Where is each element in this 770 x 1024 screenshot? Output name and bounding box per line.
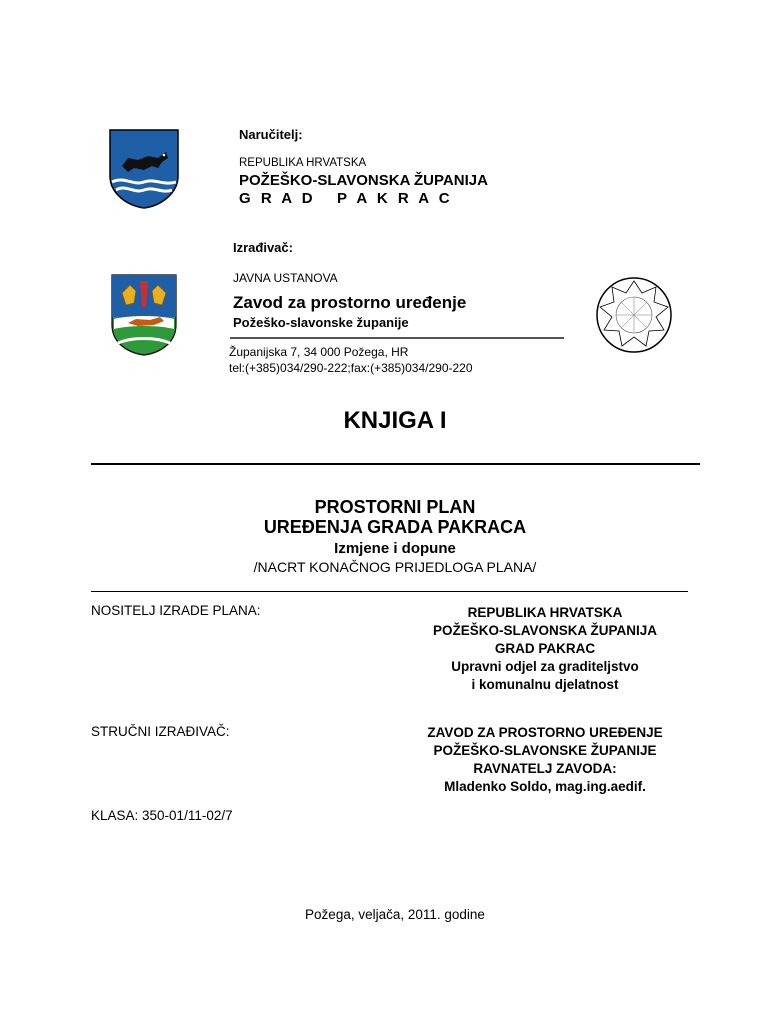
maker-name: Zavod za prostorno uređenje (233, 293, 467, 312)
plan-line3: Izmjene i dopune (334, 540, 456, 557)
expert-line: POŽEŠKO-SLAVONSKE ŽUPANIJE (433, 743, 657, 758)
pakrac-coat-of-arms (108, 128, 180, 210)
plan-line4: /NACRT KONAČNOG PRIJEDLOGA PLANA/ (253, 559, 537, 575)
county-coat-of-arms (110, 273, 178, 357)
holder-line: i komunalnu djelatnost (471, 677, 619, 692)
expert-line: Mladenko Soldo, mag.ing.aedif. (444, 779, 646, 794)
expert-label: STRUČNI IZRAĐIVAČ: (91, 724, 230, 739)
holder-details (395, 604, 695, 694)
book-title: KNJIGA I (343, 407, 447, 434)
client-heading: Naručitelj: (239, 127, 303, 142)
maker-line1: JAVNA USTANOVA (233, 271, 338, 285)
klasa: KLASA: 350-01/11-02/7 (91, 808, 233, 823)
holder-label: NOSITELJ IZRADE PLANA: (91, 603, 261, 618)
expert-line: RAVNATELJ ZAVODA: (473, 761, 617, 776)
maker-heading: Izrađivač: (233, 240, 293, 255)
maker-address: Županijska 7, 34 000 Požega, HR (229, 345, 409, 359)
holder-line: REPUBLIKA HRVATSKA (467, 605, 623, 620)
expert-details (395, 724, 695, 796)
holder-line: GRAD PAKRAC (494, 641, 596, 656)
plan-line2: UREĐENJA GRADA PAKRACA (263, 517, 527, 537)
holder-line: Upravni odjel za graditeljstvo (451, 659, 639, 674)
plan-line1: PROSTORNI PLAN (314, 497, 476, 517)
expert-line: ZAVOD ZA PROSTORNO UREĐENJE (427, 725, 663, 740)
title-divider (91, 463, 700, 465)
client-line1: REPUBLIKA HRVATSKA (239, 157, 367, 169)
institute-emblem (594, 275, 674, 355)
plan-divider (91, 591, 688, 592)
holder-line: POŽEŠKO-SLAVONSKA ŽUPANIJA (432, 623, 657, 638)
maker-name2: Požeško-slavonske županije (233, 315, 409, 330)
client-line2: POŽEŠKO-SLAVONSKA ŽUPANIJA (239, 172, 488, 189)
maker-contact: tel:(+385)034/290-222;fax:(+385)034/290-220 (229, 361, 473, 375)
client-line3: G R A D P A K R A C (239, 190, 453, 207)
maker-divider (230, 337, 564, 339)
place-date: Požega, veljača, 2011. godine (305, 907, 485, 922)
